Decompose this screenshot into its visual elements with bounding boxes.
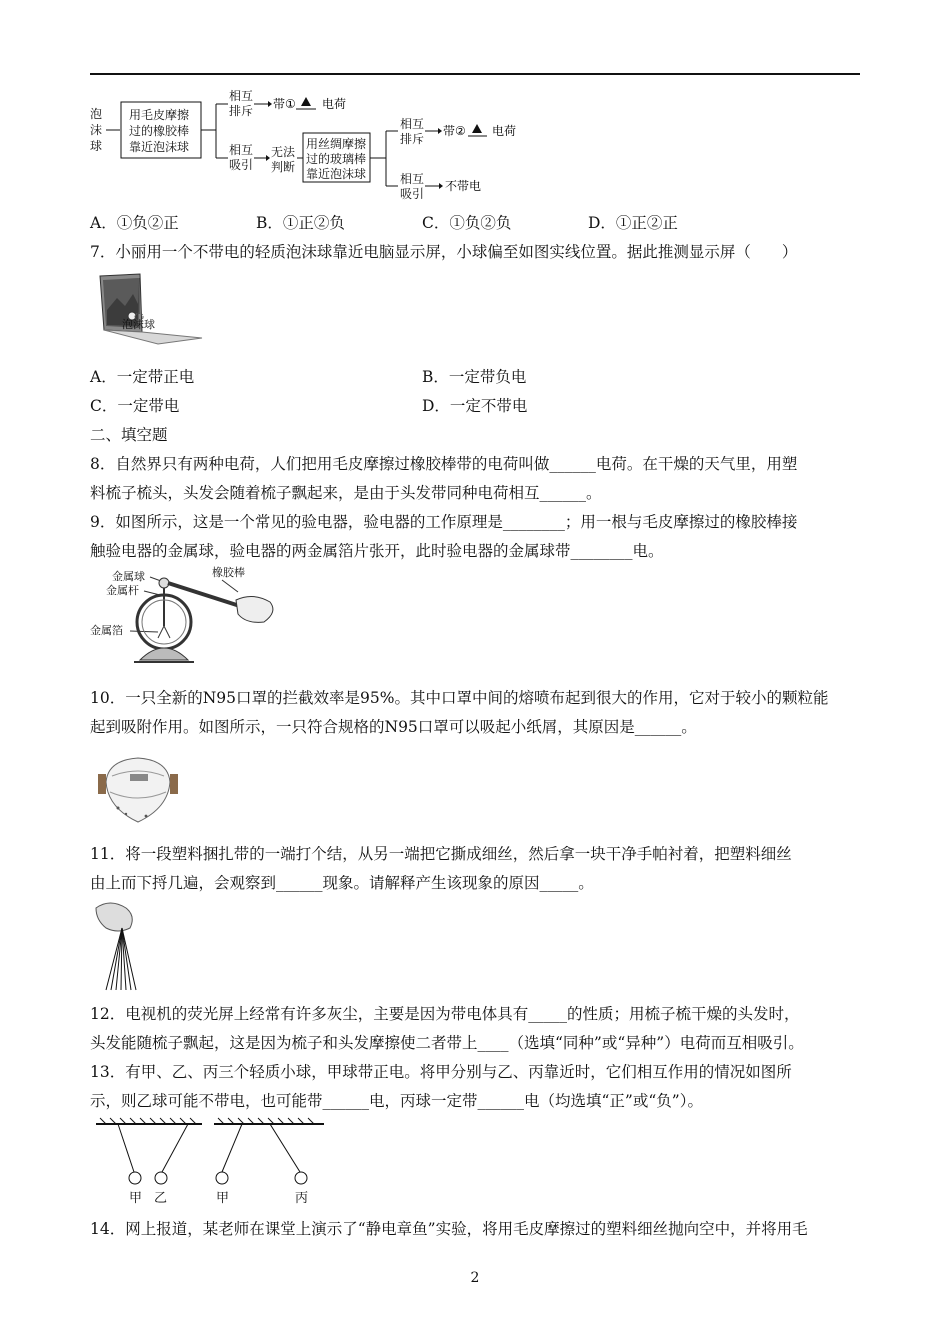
flow-r-up-2: 排斥 [400, 132, 425, 146]
q8-line-1: 8．自然界只有两种电荷，人们把用毛皮摩擦过橡胶棒带的电荷叫做______电荷。在干燥的天气里，用塑 [90, 455, 798, 473]
flow-box2-3: 靠近泡沫球 [306, 167, 367, 181]
ball-bing [295, 1172, 307, 1184]
flow-up-branch-2: 排斥 [229, 104, 254, 118]
q7-option-d[interactable]: D．一定不带电 [422, 397, 528, 415]
label-jia-1: 甲 [129, 1191, 143, 1206]
flow-box2-1: 用丝绸摩擦 [306, 137, 367, 151]
q11-line-1: 11．将一段塑料捆扎带的一端打个结，从另一端把它撕成细丝，然后拿一块干净手帕衬着，把塑料细丝 [90, 845, 792, 863]
q9-line-2: 触验电器的金属球，验电器的两金属箔片张开，此时验电器的金属球带________电。 [90, 542, 664, 560]
q9-label-rod: 金属杆 [106, 584, 139, 597]
q9-label-foil: 金属箔 [90, 624, 123, 637]
q7-laptop-figure [92, 270, 207, 350]
q7-stem: 7．小丽用一个不带电的轻质泡沫球靠近电脑显示屏，小球偏至如图实线位置。据此推测显示屏（ ） [90, 243, 798, 261]
q7-fig-label: 泡沫球 [122, 318, 155, 331]
flow-low-branch-2: 吸引 [229, 158, 254, 172]
q10-mask-figure [96, 752, 180, 828]
q10-line-1: 10．一只全新的N95口罩的拦截效率是95%。其中口罩中间的熔喷布起到很大的作用，它对于较小的颗粒能 [90, 689, 829, 707]
flow-r-up-1: 相互 [400, 117, 425, 131]
q13-line-2: 示，则乙球可能不带电，也可能带______电，丙球一定带______电（均选填“正”或“负”）。 [90, 1092, 703, 1110]
section-title-fill-blank: 二、填空题 [90, 426, 168, 444]
q9-label-rubber: 橡胶棒 [212, 566, 245, 579]
q9-electroscope-figure [88, 564, 288, 672]
flow-up-result-pre: 带① [273, 97, 296, 111]
flow-r-up-result-pre: 带② [443, 124, 466, 138]
flow-box1-1: 用毛皮摩擦 [129, 108, 190, 122]
q6-flow-diagram [88, 86, 538, 202]
q6-option-a[interactable]: A．①负②正 [90, 214, 179, 232]
q6-option-b[interactable]: B．①正②负 [256, 214, 345, 232]
label-bing: 丙 [295, 1191, 309, 1206]
flow-up-branch-1: 相互 [229, 89, 254, 103]
page-number: 2 [470, 1270, 480, 1286]
label-yi: 乙 [154, 1191, 168, 1206]
label-jia-2: 甲 [216, 1191, 230, 1206]
flow-left-2: 沫 [90, 123, 103, 137]
flow-r-low-2: 吸引 [400, 187, 425, 201]
triangle-icon [301, 97, 311, 106]
q8-line-2: 料梳子梳头，头发会随着梳子飘起来，是由于头发带同种电荷相互______。 [90, 484, 602, 502]
triangle-icon [472, 124, 482, 133]
q7-option-c[interactable]: C．一定带电 [90, 397, 180, 415]
flow-r-low-result: 不带电 [445, 179, 482, 193]
metal-ball-icon [159, 578, 169, 588]
q12-line-1: 12．电视机的荧光屏上经常有许多灰尘，主要是因为带电体具有_____的性质；用梳子梳干燥的头发时， [90, 1005, 800, 1023]
flow-box1-3: 靠近泡沫球 [129, 140, 190, 154]
q13-line-1: 13．有甲、乙、丙三个轻质小球，甲球带正电。将甲分别与乙、丙靠近时，它们相互作用的情况如图所 [90, 1063, 792, 1081]
q11-strands-figure [92, 898, 152, 994]
flow-unknown-1: 无法 [271, 145, 296, 159]
q7-option-b[interactable]: B．一定带负电 [422, 368, 527, 386]
ball-jia-1 [129, 1172, 141, 1184]
flow-left-3: 球 [90, 139, 103, 153]
q13-balls-figure [92, 1116, 332, 1208]
header-rule [90, 73, 860, 75]
q9-line-1: 9．如图所示，这是一个常见的验电器，验电器的工作原理是________；用一根与毛皮摩擦过的橡胶棒接 [90, 513, 798, 531]
hand-icon [236, 596, 273, 622]
q9-label-ball: 金属球 [112, 570, 145, 583]
q12-line-2: 头发能随梳子飘起，这是因为梳子和头发摩擦使二者带上____（选填“同种”或“异种”）电荷而互相吸引。 [90, 1034, 804, 1052]
q6-option-c[interactable]: C．①负②负 [422, 214, 512, 232]
ball-jia-2 [216, 1172, 228, 1184]
flow-low-branch-1: 相互 [229, 143, 254, 157]
q10-line-2: 起到吸附作用。如图所示，一只符合规格的N95口罩可以吸起小纸屑，其原因是______。 [90, 718, 697, 736]
flow-r-up-result-post: 电荷 [492, 124, 517, 138]
flow-box1-2: 过的橡胶棒 [129, 124, 190, 138]
flow-unknown-2: 判断 [271, 160, 296, 174]
q14-line-1: 14．网上报道，某老师在课堂上演示了“静电章鱼”实验，将用毛皮摩擦过的塑料细丝抛向空中，并将用毛 [90, 1220, 808, 1238]
flow-box2-2: 过的玻璃棒 [306, 152, 367, 166]
q6-option-d[interactable]: D．①正②正 [588, 214, 678, 232]
q11-line-2: 由上而下捋几遍，会观察到______现象。请解释产生该现象的原因_____。 [90, 874, 594, 892]
flow-left-1: 泡 [90, 107, 103, 121]
q7-option-a[interactable]: A．一定带正电 [90, 368, 195, 386]
hand-icon [96, 903, 132, 931]
ball-yi [155, 1172, 167, 1184]
flow-r-low-1: 相互 [400, 172, 425, 186]
flow-up-result-post: 电荷 [322, 97, 347, 111]
